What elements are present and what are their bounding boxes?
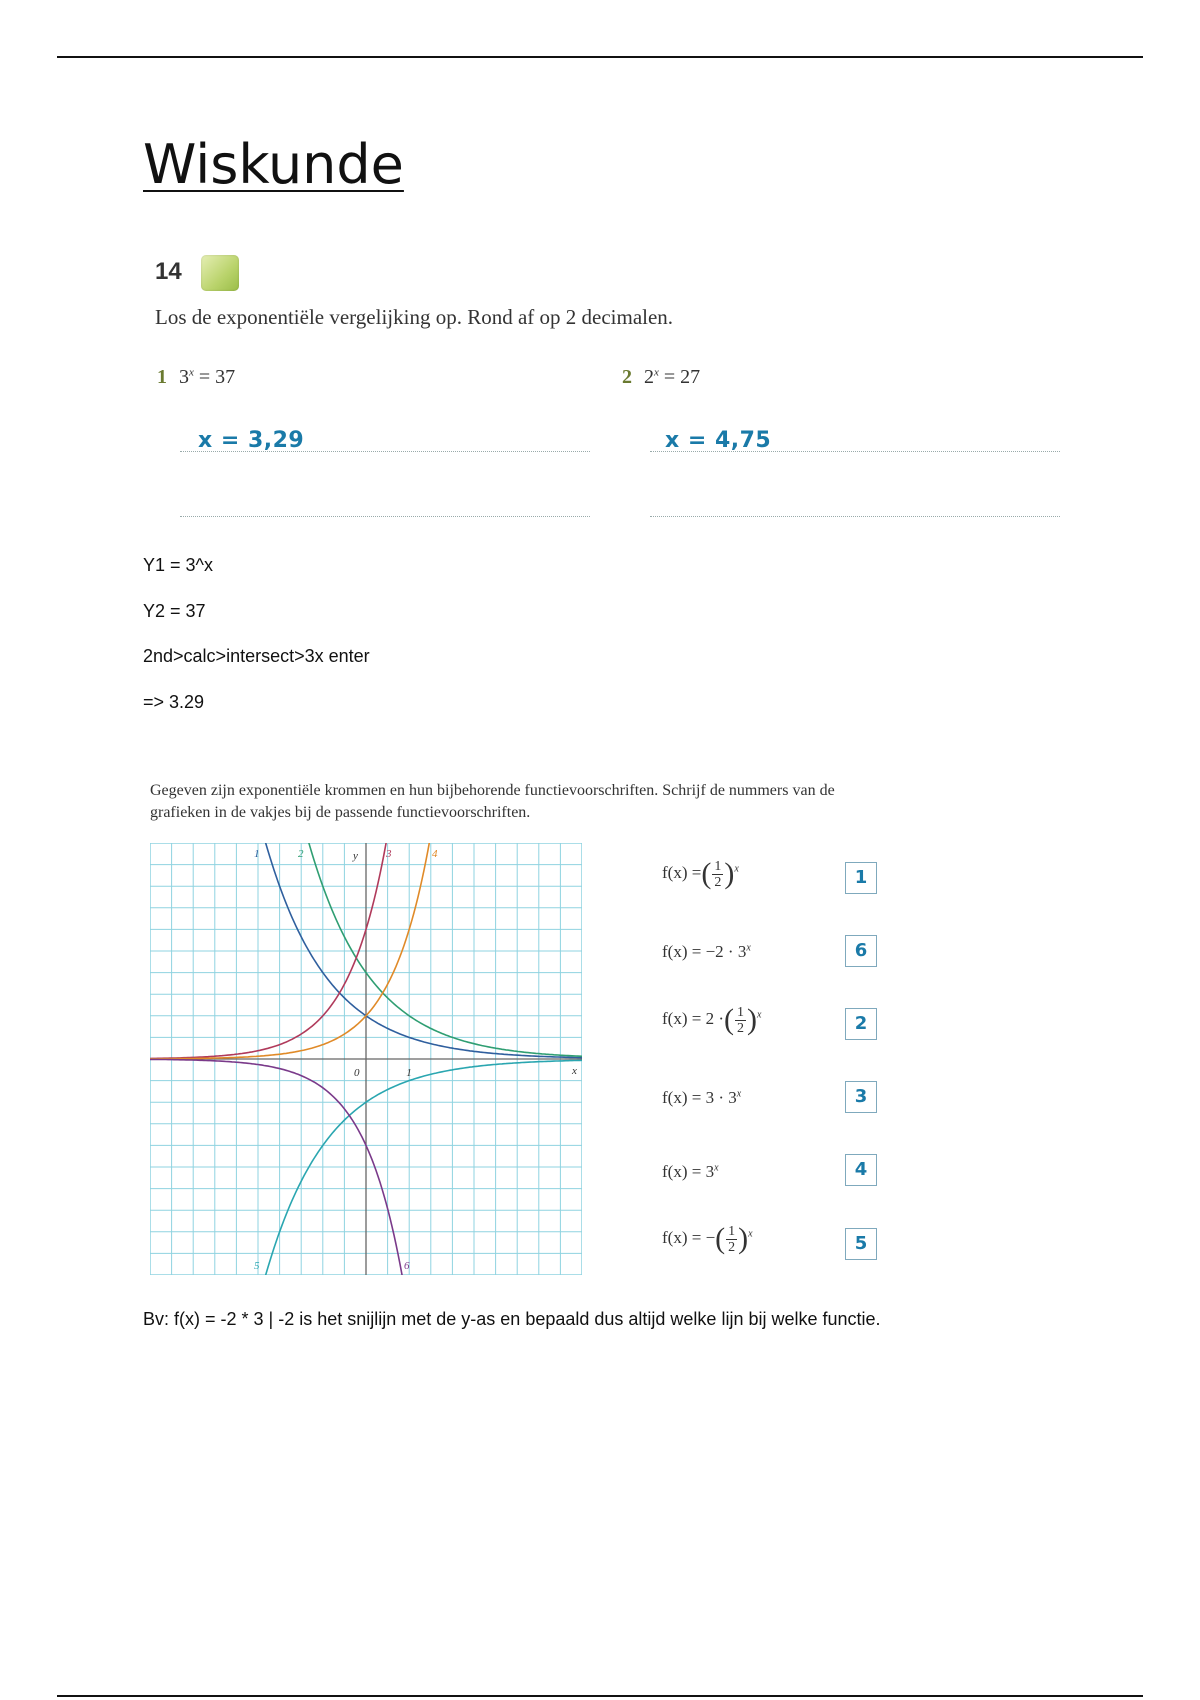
origin-label: 0	[354, 1067, 360, 1079]
answer-box[interactable]: 5	[845, 1228, 877, 1260]
footer-note: Bv: f(x) = -2 * 3 | -2 is het snijlijn met de y-as en bepaald dus altijd welke lijn bij welke functie.	[143, 1309, 881, 1329]
frac-den: 2	[728, 1239, 736, 1255]
answer-line	[650, 516, 1060, 517]
answer-box[interactable]: 1	[845, 862, 877, 894]
problem-rhs: = 37	[198, 366, 236, 388]
difficulty-badge	[201, 255, 239, 291]
function-prefix: f(x) = −2 · 3	[662, 942, 747, 961]
tick-one-label: 1	[406, 1067, 412, 1079]
curve-label-4: 4	[432, 848, 438, 860]
y-axis-label: y	[353, 850, 358, 862]
problem-number: 2	[622, 366, 632, 388]
frac-num: 1	[736, 1004, 744, 1020]
answer-1: x = 3,29	[198, 428, 305, 453]
function-exponent: x	[736, 1088, 742, 1100]
note-line: => 3.29	[143, 692, 205, 712]
answer-line	[650, 451, 1060, 452]
frac-num: 1	[714, 858, 722, 874]
function-exponent: x	[734, 863, 739, 875]
note-line: Y2 = 37	[143, 601, 206, 621]
answer-line	[180, 451, 590, 452]
function-exponent: x	[714, 1162, 719, 1174]
problem-exponent: x	[189, 366, 194, 379]
answer-line	[180, 516, 590, 517]
answer-box[interactable]: 6	[845, 935, 877, 967]
problem-1	[157, 366, 235, 389]
exercise-instruction: Los de exponentiële vergelijking op. Rond af op 2 decimalen.	[155, 305, 674, 329]
exercise-number: 14	[155, 258, 182, 285]
function-exponent: x	[756, 1009, 762, 1021]
frac-num: 1	[728, 1223, 736, 1239]
problem-number: 1	[157, 366, 167, 388]
answer-2: x = 4,75	[665, 428, 772, 453]
note-line: 2nd>calc>intersect>3x enter	[143, 646, 370, 666]
curve-label-2: 2	[298, 848, 304, 860]
function-3: f(x) = 2 ·( $\frac{1}{2}$ )$^x$	[662, 1003, 762, 1036]
problem-base: 2	[644, 366, 654, 388]
page-title: Wiskunde	[143, 133, 404, 196]
problem-rhs: = 27	[663, 366, 701, 388]
note-line: Y1 = 3^x	[143, 555, 213, 575]
bottom-rule	[57, 1695, 1143, 1697]
curve-label-3: 3	[386, 848, 392, 860]
answer-box[interactable]: 2	[845, 1008, 877, 1040]
problem-exponent: x	[654, 366, 659, 379]
frac-den: 2	[736, 1020, 744, 1036]
graph-intro: Gegeven zijn exponentiële krommen en hun bijbehorende functievoorschriften. Schrijf de nummers van de grafieken in de vakjes bij de passende functievoorschriften.	[150, 782, 835, 821]
top-rule	[57, 56, 1143, 58]
curve-label-6: 6	[404, 1260, 410, 1272]
problem-2	[622, 366, 700, 389]
function-2	[662, 942, 751, 962]
exponential-graph	[150, 843, 582, 1275]
function-exponent: x	[746, 942, 751, 954]
function-4	[662, 1088, 741, 1108]
function-prefix: f(x) = 3 · 3	[662, 1088, 737, 1107]
curve-label-1: 1	[254, 848, 260, 860]
function-6: f(x) = −( $\frac{1}{2}$ )$^x$	[662, 1222, 753, 1255]
function-prefix: f(x) = −	[662, 1227, 716, 1247]
function-prefix: f(x) = 3	[662, 1162, 715, 1181]
curve-label-5: 5	[254, 1260, 260, 1272]
function-exponent: x	[748, 1228, 753, 1240]
function-5	[662, 1162, 719, 1182]
x-axis-label: x	[572, 1065, 577, 1077]
answer-box[interactable]: 3	[845, 1081, 877, 1113]
answer-box[interactable]: 4	[845, 1154, 877, 1186]
function-prefix: f(x) = 2 ·	[662, 1008, 724, 1028]
problem-base: 3	[179, 366, 189, 388]
function-1: f(x) =( $\frac{1}{2}$ )$^x$	[662, 857, 739, 890]
function-prefix: f(x) =	[662, 862, 702, 882]
frac-den: 2	[714, 874, 722, 890]
